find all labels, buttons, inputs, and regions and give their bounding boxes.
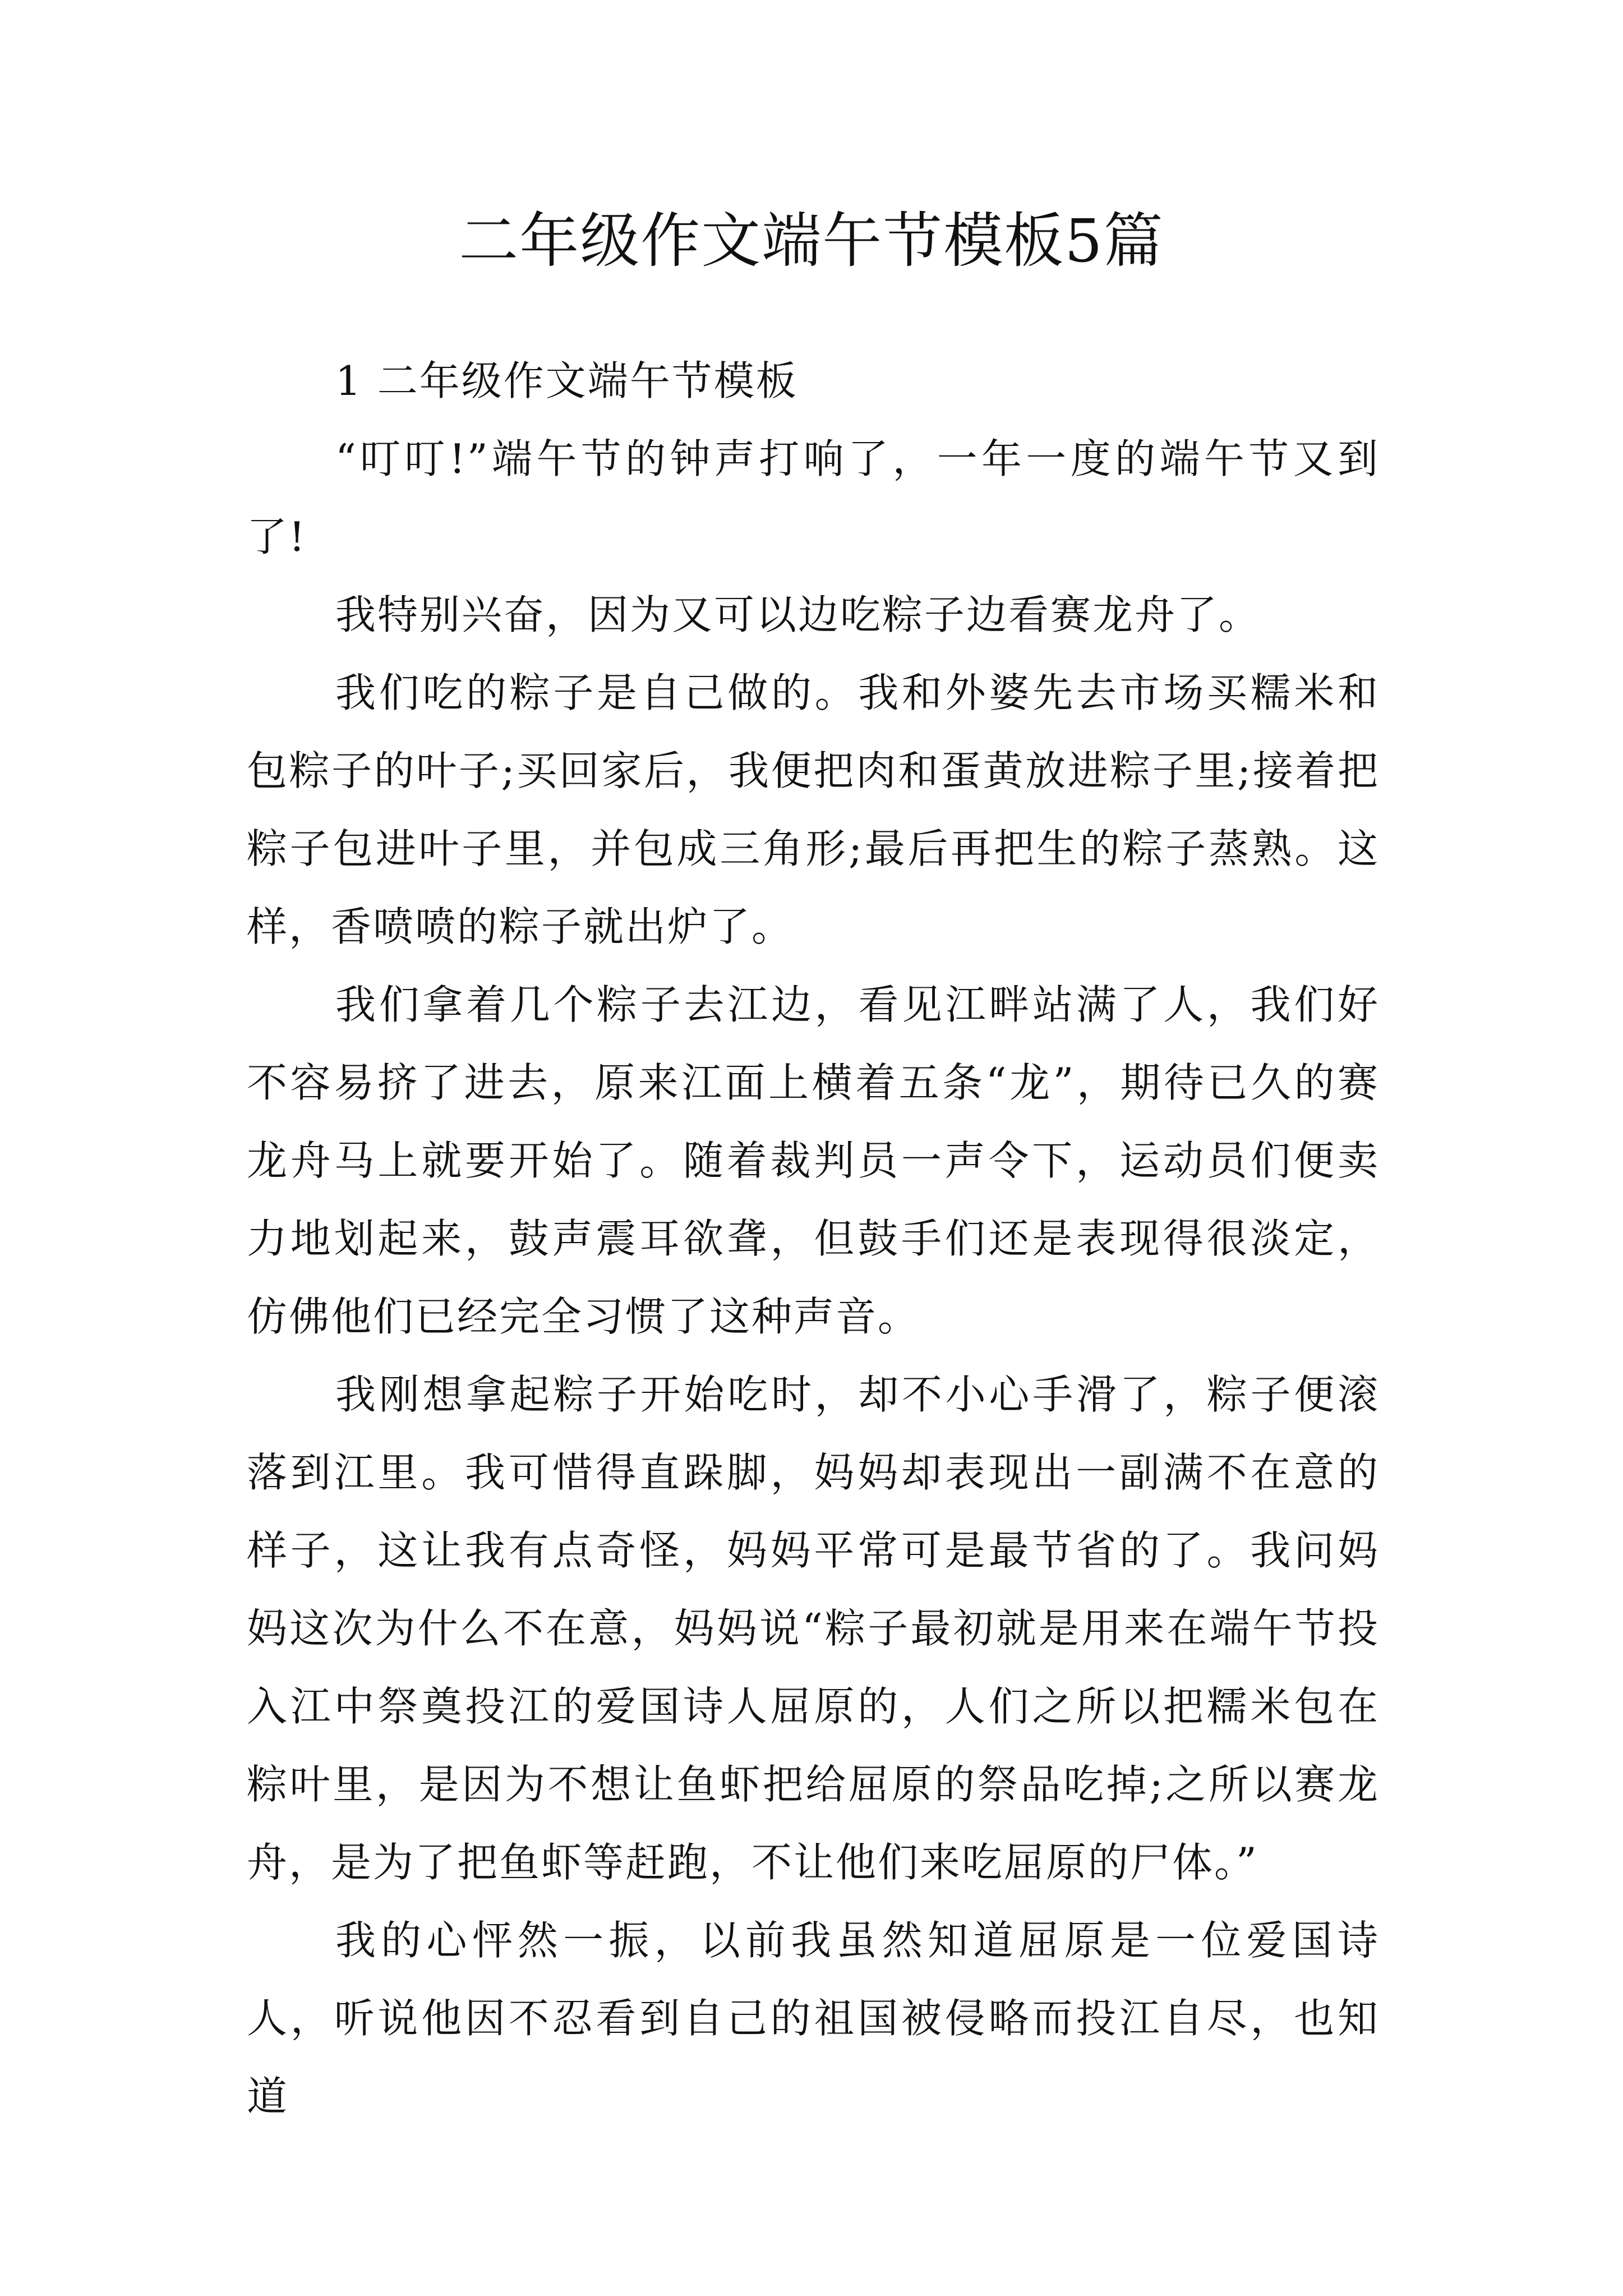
paragraph: 我的心怦然一振，以前我虽然知道屈原是一位爱国诗人，听说他因不忍看到自己的祖国被侵略而投江自尽，也知道 [247, 1917, 1380, 2120]
section-heading: 1 二年级作文端午节模板 [335, 357, 798, 404]
paragraph: 我刚想拿起粽子开始吃时，却不小心手滑了，粽子便滚落到江里。我可惜得直跺脚，妈妈却表现出一副满不在意的样子，这让我有点奇怪，妈妈平常可是最节省的了。我问妈妈这次为什么不在意，妈妈说“粽子最初就是用来在端午节投入江中祭奠投江的爱国诗人屈原的，人们之所以把糯米包在粽叶里，是因为不想让鱼虾把给屈原的祭品吃掉;之所以赛龙舟，是为了把鱼虾等赶跑，不让他们来吃屈原的尸体。” [247, 1371, 1380, 1886]
paragraph: 我们拿着几个粽子去江边，看见江畔站满了人，我们好不容易挤了进去，原来江面上横着五条“龙”，期待已久的赛龙舟马上就要开始了。随着裁判员一声令下，运动员们便卖力地划起来，鼓声震耳欲聋，但鼓手们还是表现得很淡定，仿佛他们已经完全习惯了这种声音。 [247, 981, 1380, 1340]
document-body [247, 342, 1380, 2136]
paragraph: 我特别兴奋，因为又可以边吃粽子边看赛龙舟了。 [335, 591, 1261, 638]
paragraph: “叮叮!”端午节的钟声打响了，一年一度的端午节又到了! [247, 435, 1380, 560]
document-title: 二年级作文端午节模板5篇 [459, 206, 1164, 275]
paragraph: 我们吃的粽子是自己做的。我和外婆先去市场买糯米和包粽子的叶子;买回家后，我便把肉和蛋黄放进粽子里;接着把粽子包进叶子里，并包成三角形;最后再把生的粽子蒸熟。这样，香喷喷的粽子就出炉了。 [247, 669, 1380, 950]
